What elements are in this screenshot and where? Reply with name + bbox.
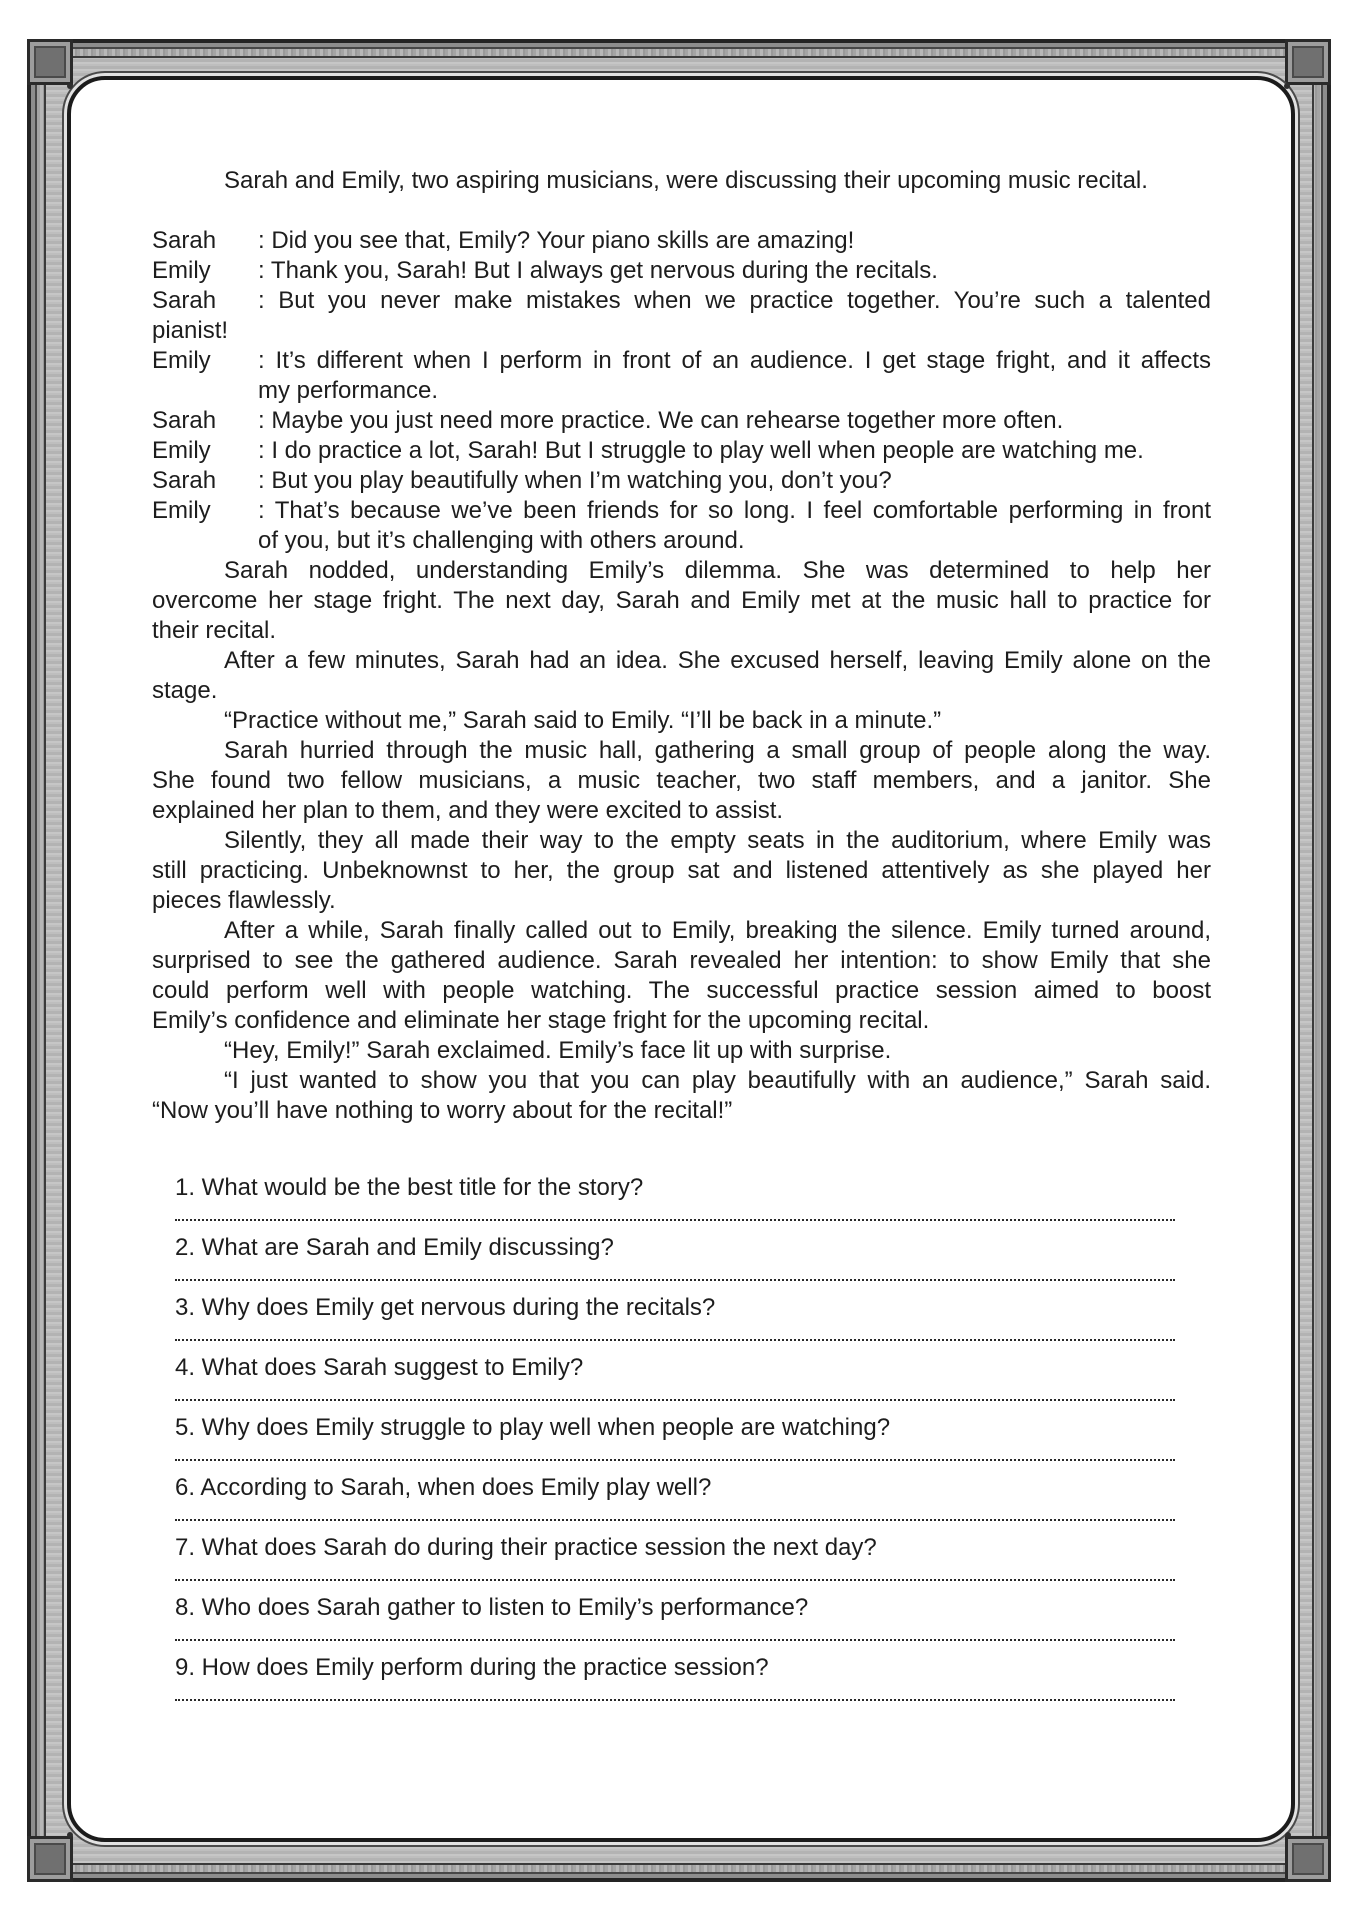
frame-rivet — [67, 83, 73, 89]
text-line: overcome her stage fright. The next day, Sarah and Emily met at the music hall to practice for — [152, 587, 1211, 614]
text-line: Silently, they all made their way to the empty seats in the auditorium, where Emily was — [224, 827, 1211, 854]
story-paragraph — [152, 736, 1211, 826]
speech-text — [258, 466, 1211, 496]
answer-line — [175, 1339, 1175, 1341]
speech-text — [258, 256, 1211, 286]
dialogue-line — [152, 226, 1211, 256]
speaker-name: Emily — [152, 257, 211, 284]
text-line: Emily’s confidence and eliminate her stage fright for the upcoming recital. — [152, 1007, 930, 1034]
dialogue-line — [152, 286, 1211, 316]
question-text: 1. What would be the best title for the story? — [175, 1174, 644, 1201]
question-text: 5. Why does Emily struggle to play well when people are watching? — [175, 1414, 891, 1441]
answer-line — [175, 1639, 1175, 1641]
story-paragraph — [152, 556, 1211, 646]
intro-paragraph: Sarah and Emily, two aspiring musicians, were discussing their upcoming music recital. — [224, 167, 1148, 194]
story-paragraph — [152, 706, 1211, 736]
text-line: explained her plan to them, and they were excited to assist. — [152, 797, 784, 824]
speaker-name: Sarah — [152, 287, 217, 314]
story-text — [152, 166, 1211, 1126]
speaker-name: Sarah — [152, 407, 217, 434]
frame-corner-bottom-right — [1285, 1836, 1331, 1882]
questions-list — [175, 1173, 1175, 1713]
speech-text — [258, 406, 1211, 436]
question-text: 9. How does Emily perform during the practice session? — [175, 1654, 769, 1681]
question-item — [175, 1533, 1175, 1593]
text-line: still practicing. Unbeknownst to her, the group sat and listened attentively as she played her — [152, 857, 1211, 884]
frame-corner-top-left — [27, 39, 73, 85]
question-item — [175, 1353, 1175, 1413]
speech-line: : Maybe you just need more practice. We can rehearse together more often. — [258, 407, 1064, 434]
frame-rivet — [1285, 1832, 1291, 1838]
frame-corner-bottom-left — [27, 1836, 73, 1882]
question-text: 4. What does Sarah suggest to Emily? — [175, 1354, 584, 1381]
answer-line — [175, 1579, 1175, 1581]
dialogue-line — [152, 466, 1211, 496]
speech-text — [258, 436, 1211, 466]
speech-line: : Did you see that, Emily? Your piano skills are amazing! — [258, 227, 855, 254]
question-text: 6. According to Sarah, when does Emily play well? — [175, 1474, 712, 1501]
question-item — [175, 1233, 1175, 1293]
answer-line — [175, 1399, 1175, 1401]
speech-line: : I do practice a lot, Sarah! But I struggle to play well when people are watching me. — [258, 437, 1144, 464]
speaker-name: Sarah — [152, 467, 217, 494]
answer-line — [175, 1519, 1175, 1521]
story-paragraph — [152, 1066, 1211, 1126]
speech-text — [258, 346, 1211, 406]
dialogue — [152, 226, 1211, 556]
frame-rivet — [1284, 83, 1290, 89]
question-item — [175, 1593, 1175, 1653]
dialogue-line — [152, 496, 1211, 556]
text-line: “Practice without me,” Sarah said to Emily. “I’ll be back in a minute.” — [224, 707, 942, 734]
question-item — [175, 1413, 1175, 1473]
story-paragraph — [152, 826, 1211, 916]
speech-line: : But you never make mistakes when we practice together. You’re such a talented — [258, 287, 1211, 314]
answer-line — [175, 1459, 1175, 1461]
speech-text — [258, 496, 1211, 556]
speech-continuation: pianist! — [152, 317, 229, 344]
text-line: Sarah hurried through the music hall, gathering a small group of people along the way. — [224, 737, 1211, 764]
story-paragraph — [152, 646, 1211, 706]
text-line: Sarah nodded, understanding Emily’s dilemma. She was determined to help her — [224, 557, 1211, 584]
text-line: After a while, Sarah finally called out to Emily, breaking the silence. Emily turned around, — [224, 917, 1211, 944]
speech-text — [258, 226, 1211, 256]
dialogue-line — [152, 346, 1211, 406]
frame-rivet — [67, 1832, 73, 1838]
speech-line: : It’s different when I perform in front of an audience. I get stage fright, and it affects — [258, 347, 1211, 374]
story-paragraph — [152, 916, 1211, 1036]
speaker-name: Emily — [152, 347, 211, 374]
question-item — [175, 1653, 1175, 1713]
text-line: pieces flawlessly. — [152, 887, 336, 914]
text-line: could perform well with people watching. The successful practice session aimed to boost — [152, 977, 1211, 1004]
text-line: “I just wanted to show you that you can play beautifully with an audience,” Sarah said. — [224, 1067, 1211, 1094]
text-line: She found two fellow musicians, a music teacher, two staff members, and a janitor. She — [152, 767, 1211, 794]
text-line: “Hey, Emily!” Sarah exclaimed. Emily’s face lit up with surprise. — [224, 1037, 892, 1064]
speaker-name: Emily — [152, 437, 211, 464]
text-line: “Now you’ll have nothing to worry about for the recital!” — [152, 1097, 733, 1124]
speech-line: of you, but it’s challenging with others around. — [258, 527, 745, 554]
speaker-name: Emily — [152, 497, 211, 524]
text-line: surprised to see the gathered audience. Sarah revealed her intention: to show Emily that she — [152, 947, 1211, 974]
frame-corner-top-right — [1285, 39, 1331, 85]
speech-text — [258, 286, 1211, 316]
question-item — [175, 1173, 1175, 1233]
story-paragraph — [152, 1036, 1211, 1066]
question-item — [175, 1473, 1175, 1533]
question-text: 8. Who does Sarah gather to listen to Emily’s performance? — [175, 1594, 809, 1621]
question-text: 3. Why does Emily get nervous during the recitals? — [175, 1294, 716, 1321]
text-line: stage. — [152, 677, 218, 704]
answer-line — [175, 1699, 1175, 1701]
dialogue-line — [152, 436, 1211, 466]
text-line: their recital. — [152, 617, 277, 644]
speaker-name: Sarah — [152, 227, 217, 254]
dialogue-line — [152, 406, 1211, 436]
speech-line: : Thank you, Sarah! But I always get nervous during the recitals. — [258, 257, 938, 284]
speech-line: my performance. — [258, 377, 439, 404]
question-text: 7. What does Sarah do during their practice session the next day? — [175, 1534, 877, 1561]
speech-line: : That’s because we’ve been friends for so long. I feel comfortable performing in front — [258, 497, 1211, 524]
dialogue-line — [152, 256, 1211, 286]
answer-line — [175, 1219, 1175, 1221]
question-item — [175, 1293, 1175, 1353]
answer-line — [175, 1279, 1175, 1281]
speech-line: : But you play beautifully when I’m watching you, don’t you? — [258, 467, 892, 494]
question-text: 2. What are Sarah and Emily discussing? — [175, 1234, 614, 1261]
text-line: After a few minutes, Sarah had an idea. She excused herself, leaving Emily alone on the — [224, 647, 1211, 674]
